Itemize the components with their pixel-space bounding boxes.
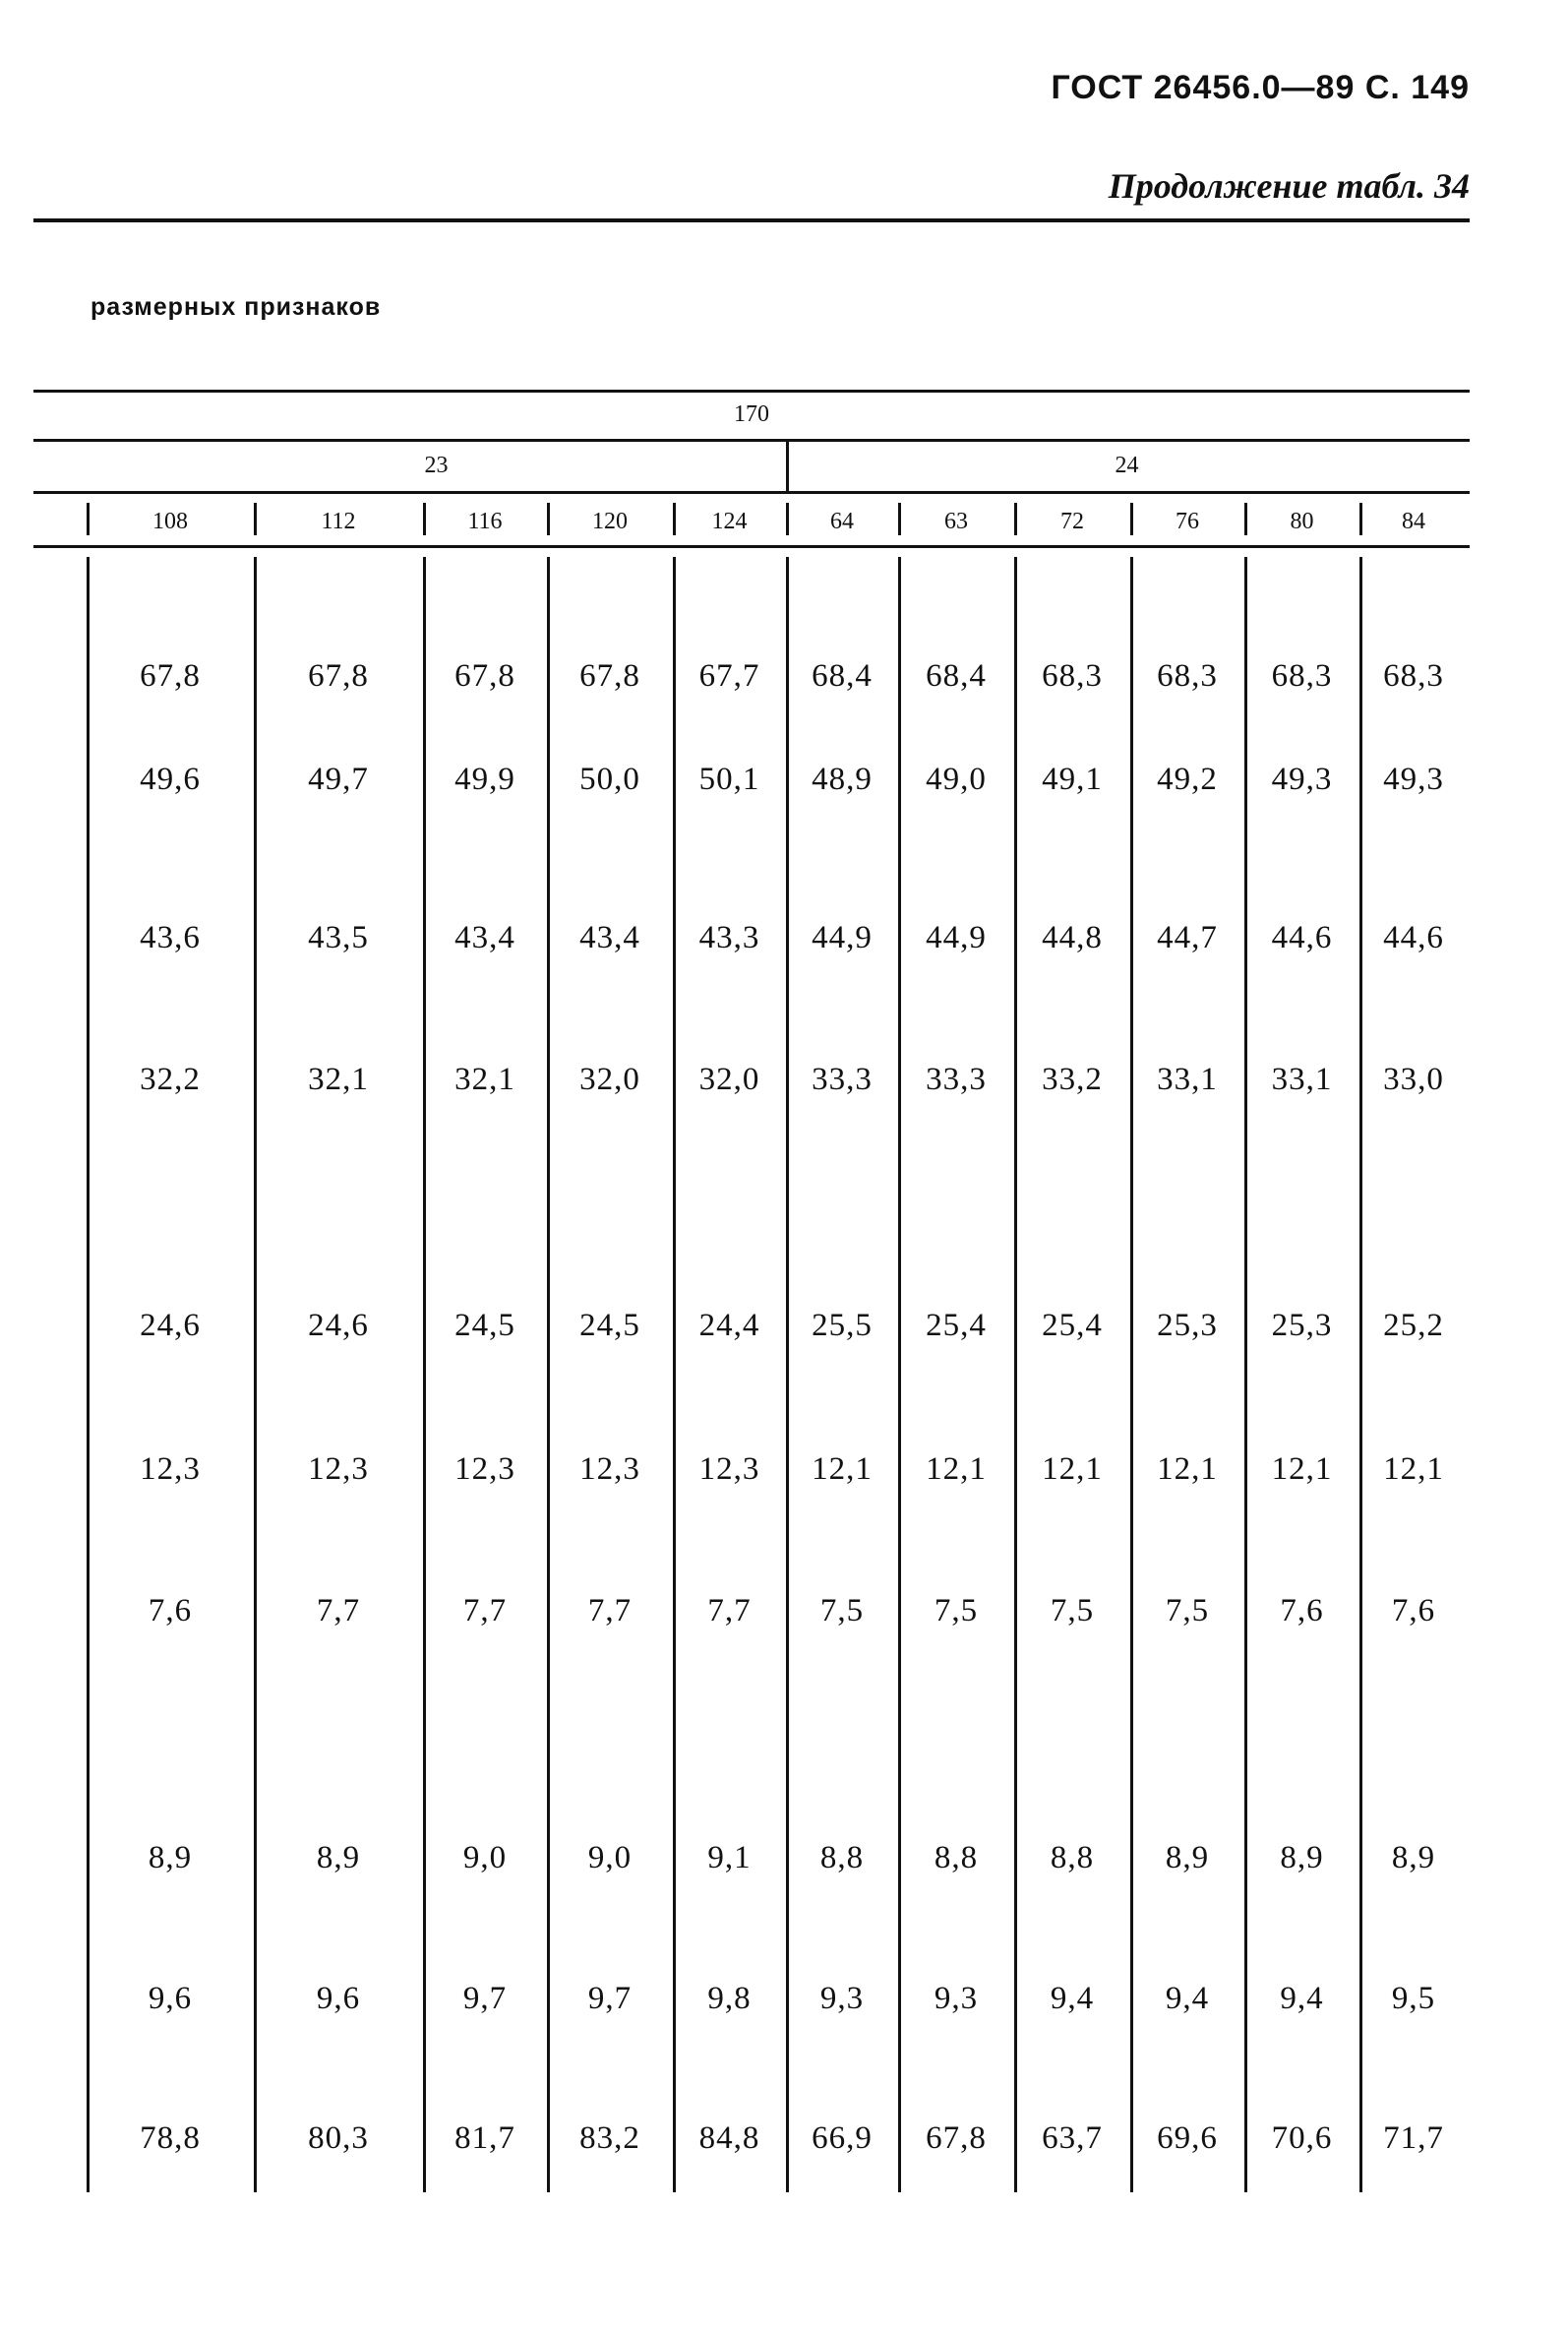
table-cell: 12,1 [926,1451,987,1487]
table-cell: 78,8 [140,2120,201,2156]
table-cell: 67,8 [579,658,640,694]
body-col-separator-3 [547,557,550,2192]
table-cell: 7,5 [819,1593,865,1628]
body-col-separator-2 [423,557,426,2192]
table-cell: 8,8 [1050,1840,1095,1875]
table-cell: 9,4 [1050,1981,1095,2016]
table-cell: 84,8 [698,2120,760,2156]
body-col-separator-7 [1014,557,1017,2192]
table-cell: 63,7 [1042,2120,1103,2156]
table-cell: 44,6 [1383,920,1444,955]
table-cell: 8,9 [148,1840,193,1875]
header-group-top: 170 [734,401,769,427]
body-col-separator-0 [87,557,90,2192]
table-cell: 12,3 [454,1451,515,1487]
table-rule-0 [33,390,1470,393]
table-cell: 24,6 [140,1308,201,1343]
table-cell: 68,3 [1271,658,1333,694]
table-cell: 83,2 [579,2120,640,2156]
table-cell: 8,9 [1280,1840,1324,1875]
header-subgroup-1: 24 [1115,453,1139,478]
column-header: 63 [944,509,968,534]
column-header: 108 [152,509,188,534]
table-rule-2 [33,491,1470,494]
table-cell: 25,4 [1042,1308,1103,1343]
header-subgroup-0: 23 [424,453,449,478]
table-cell: 67,7 [698,658,760,694]
table-cell: 71,7 [1383,2120,1444,2156]
table-cell: 8,9 [316,1840,361,1875]
table-cell: 25,5 [812,1308,873,1343]
table-cell: 9,4 [1280,1981,1324,2016]
table-cell: 8,9 [1165,1840,1210,1875]
table-cell: 49,2 [1157,762,1218,797]
body-col-separator-8 [1130,557,1133,2192]
table-cell: 32,2 [140,1062,201,1097]
table-cell: 80,3 [308,2120,369,2156]
body-col-separator-4 [673,557,676,2192]
table-cell: 9,5 [1391,1981,1436,2016]
table-cell: 7,7 [587,1593,633,1628]
table-cell: 49,3 [1383,762,1444,797]
table-cell: 7,6 [1391,1593,1436,1628]
table-cell: 9,7 [587,1981,633,2016]
table-cell: 67,8 [140,658,201,694]
table-cell: 9,0 [587,1840,633,1875]
table-cell: 33,3 [926,1062,987,1097]
table-cell: 12,3 [579,1451,640,1487]
table-cell: 9,4 [1165,1981,1210,2016]
table-rule-1 [33,439,1470,442]
table-cell: 12,1 [1383,1451,1444,1487]
table-cell: 25,4 [926,1308,987,1343]
table-cell: 49,0 [926,762,987,797]
body-col-separator-1 [254,557,257,2192]
table-cell: 9,6 [316,1981,361,2016]
column-header: 64 [830,509,854,534]
table-cell: 49,7 [308,762,369,797]
column-header: 84 [1402,509,1425,534]
header-rule [33,218,1470,222]
table-cell: 33,2 [1042,1062,1103,1097]
table-cell: 8,8 [934,1840,979,1875]
table-cell: 67,8 [308,658,369,694]
table-cell: 7,5 [1050,1593,1095,1628]
table-cell: 9,7 [462,1981,508,2016]
table-cell: 12,1 [1271,1451,1333,1487]
table-cell: 49,6 [140,762,201,797]
table-cell: 25,3 [1157,1308,1218,1343]
table-cell: 7,6 [1280,1593,1324,1628]
table-cell: 9,0 [462,1840,508,1875]
table-cell: 69,6 [1157,2120,1218,2156]
column-header: 72 [1060,509,1084,534]
column-header: 112 [321,509,356,534]
table-cell: 44,6 [1271,920,1333,955]
table-cell: 8,8 [819,1840,865,1875]
table-cell: 7,5 [934,1593,979,1628]
table-rule-3 [33,545,1470,548]
table-cell: 7,7 [316,1593,361,1628]
table-cell: 12,1 [1042,1451,1103,1487]
table-cell: 12,3 [698,1451,760,1487]
table-cell: 12,3 [140,1451,201,1487]
table-cell: 12,3 [308,1451,369,1487]
table-cell: 68,3 [1383,658,1444,694]
table-cell: 48,9 [812,762,873,797]
table-cell: 68,3 [1157,658,1218,694]
table-cell: 81,7 [454,2120,515,2156]
table-cell: 25,2 [1383,1308,1444,1343]
table-cell: 49,9 [454,762,515,797]
table-cell: 9,6 [148,1981,193,2016]
table-cell: 68,4 [926,658,987,694]
table-cell: 43,6 [140,920,201,955]
table-cell: 33,0 [1383,1062,1444,1097]
table-cell: 68,3 [1042,658,1103,694]
table-cell: 32,0 [579,1062,640,1097]
table-cell: 25,3 [1271,1308,1333,1343]
table-cell: 44,8 [1042,920,1103,955]
body-col-separator-6 [898,557,901,2192]
table-cell: 32,1 [454,1062,515,1097]
table-cell: 9,3 [819,1981,865,2016]
table-cell: 43,3 [698,920,760,955]
table-cell: 49,3 [1271,762,1333,797]
table-cell: 50,1 [698,762,760,797]
column-header: 120 [592,509,628,534]
table-cell: 68,4 [812,658,873,694]
column-header: 124 [711,509,748,534]
table-cell: 70,6 [1271,2120,1333,2156]
table-cell: 44,7 [1157,920,1218,955]
table-cell: 9,8 [707,1981,752,2016]
page-header-doc-ref: ГОСТ 26456.0—89 С. 149 [1051,69,1470,106]
table-cell: 33,3 [812,1062,873,1097]
table-cell: 43,4 [579,920,640,955]
body-col-separator-5 [786,557,789,2192]
table-cell: 44,9 [926,920,987,955]
table-cell: 32,1 [308,1062,369,1097]
table-cell: 24,6 [308,1308,369,1343]
table-cell: 33,1 [1157,1062,1218,1097]
table-continuation-caption: Продолжение табл. 34 [1108,166,1470,206]
table-cell: 7,7 [462,1593,508,1628]
table-cell: 8,9 [1391,1840,1436,1875]
table-cell: 43,4 [454,920,515,955]
column-header: 80 [1290,509,1314,534]
table-cell: 24,5 [454,1308,515,1343]
table-cell: 9,3 [934,1981,979,2016]
table-cell: 12,1 [1157,1451,1218,1487]
table-cell: 24,4 [698,1308,760,1343]
column-header: 116 [467,509,503,534]
table-cell: 67,8 [454,658,515,694]
table-cell: 7,7 [707,1593,752,1628]
table-cell: 7,5 [1165,1593,1210,1628]
table-cell: 33,1 [1271,1062,1333,1097]
column-header: 76 [1176,509,1199,534]
table-cell: 12,1 [812,1451,873,1487]
table-cell: 43,5 [308,920,369,955]
body-col-separator-10 [1359,557,1362,2192]
body-col-separator-9 [1244,557,1247,2192]
table-cell: 66,9 [812,2120,873,2156]
table-cell: 67,8 [926,2120,987,2156]
table-cell: 24,5 [579,1308,640,1343]
table-cell: 7,6 [148,1593,193,1628]
table-cell: 44,9 [812,920,873,955]
table-cell: 9,1 [707,1840,752,1875]
table-cell: 32,0 [698,1062,760,1097]
table-cell: 50,0 [579,762,640,797]
section-label: размерных признаков [90,293,382,321]
table-cell: 49,1 [1042,762,1103,797]
